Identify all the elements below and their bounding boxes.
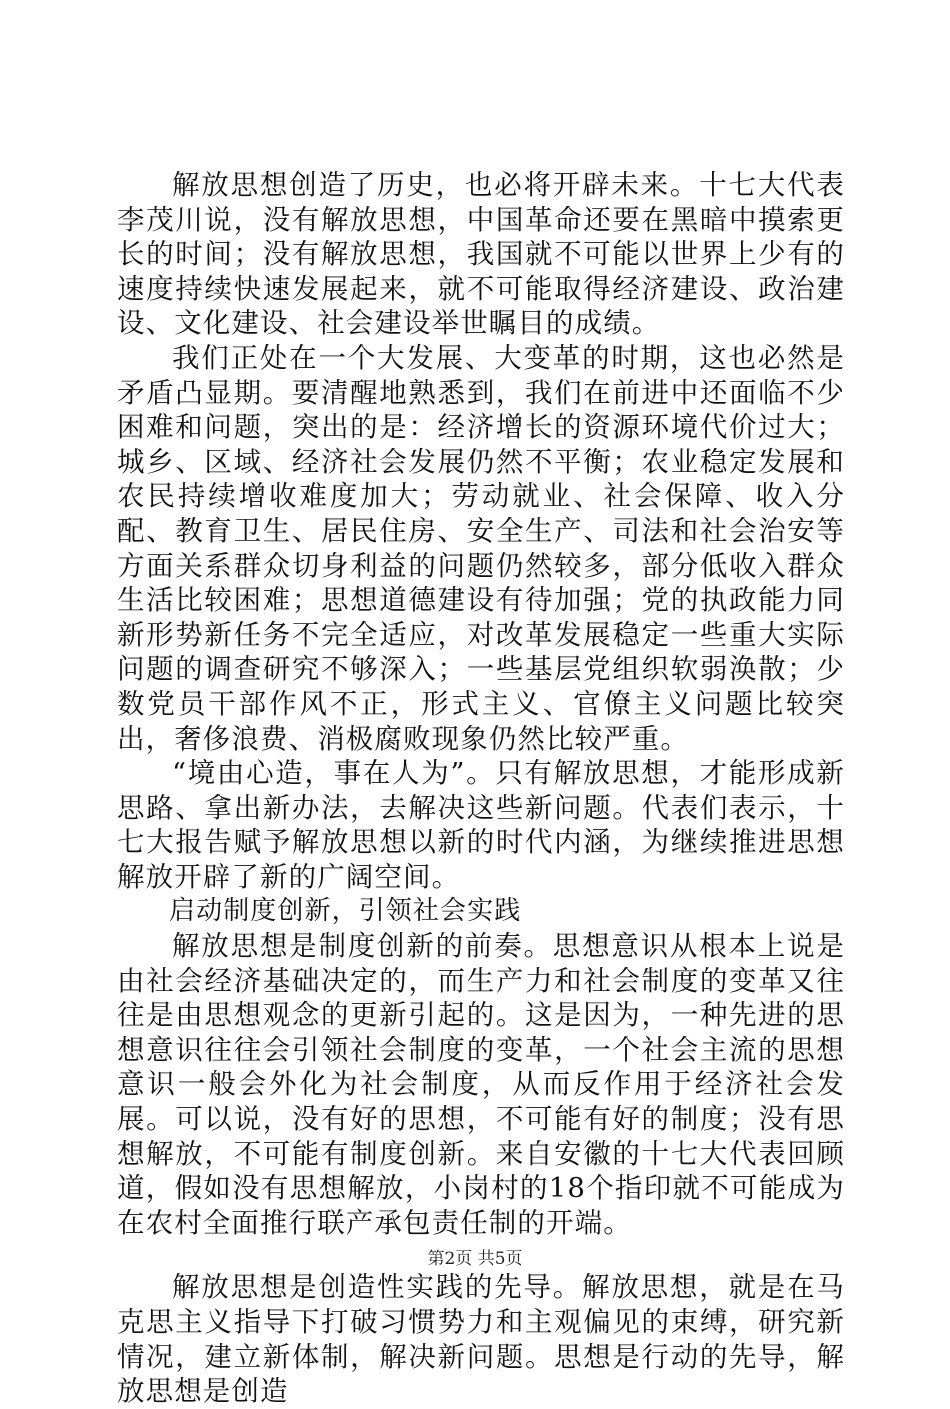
document-body (117, 168, 845, 1409)
paragraph-creative-practice: 解放思想是创造性实践的先导。解放思想，就是在马克思主义指导下打破习惯势力和主观偏见的束缚，研究新情况，建立新体制，解决新问题。思想是行动的先导，解放思想是创造 (117, 1271, 845, 1408)
section-heading: 启动制度创新，引领社会实践 (169, 896, 522, 927)
paragraph-institutional-innovation: 解放思想是制度创新的前奏。思想意识从根本上说是由社会经济基础决定的，而生产力和社会制度的变革又往往是由思想观念的更新引起的。这是因为，一种先进的思想意识往往会引领社会制度的变革，一个社会主流的思想意识一般会外化为社会制度，从而反作用于经济社会发展。可以说，没有好的思想，不可能有好的制度；没有思想解放，不可能有制度创新。来自安徽的十七大代表回顾道，假如没有思想解放，小岗村的18个指印就不可能成为在农村全面推行联产承包责任制的开端。 (117, 930, 845, 1239)
paragraph-history: 解放思想创造了历史，也必将开辟未来。十七大代表李茂川说，没有解放思想，中国革命还要在黑暗中摸索更长的时间；没有解放思想，我国就不可能以世界上少有的速度持续快速发展起来，就不可能取得经济建设、政治建设、文化建设、社会建设举世瞩目的成绩。 (117, 169, 845, 340)
paragraph-new-ideas: “境由心造，事在人为”。只有解放思想，才能形成新思路、拿出新办法，去解决这些新问题。代表们表示，十七大报告赋予解放思想以新的时代内涵，为继续推进思想解放开辟了新的广阔空间。 (117, 757, 845, 893)
page-number-footer: 第2页 共5页 (427, 1249, 523, 1269)
paragraph-contradictions: 我们正处在一个大发展、大变革的时期，这也必然是矛盾凸显期。要清醒地熟悉到，我们在前进中还面临不少困难和问题，突出的是：经济增长的资源环境代价过大；城乡、区域、经济社会发展仍然不平衡；农业稳定发展和农民持续增收难度加大；劳动就业、社会保障、收入分配、教育卫生、居民住房、安全生产、司法和社会治安等方面关系群众切身利益的问题仍然较多，部分低收入群众生活比较困难；思想道德建设有待加强；党的执政能力同新形势新任务不完全适应，对改革发展稳定一些重大实际问题的调查研究不够深入；一些基层党组织软弱涣散；少数党员干部作风不正，形式主义、官僚主义问题比较突出，奢侈浪费、消极腐败现象仍然比较严重。 (117, 341, 845, 755)
